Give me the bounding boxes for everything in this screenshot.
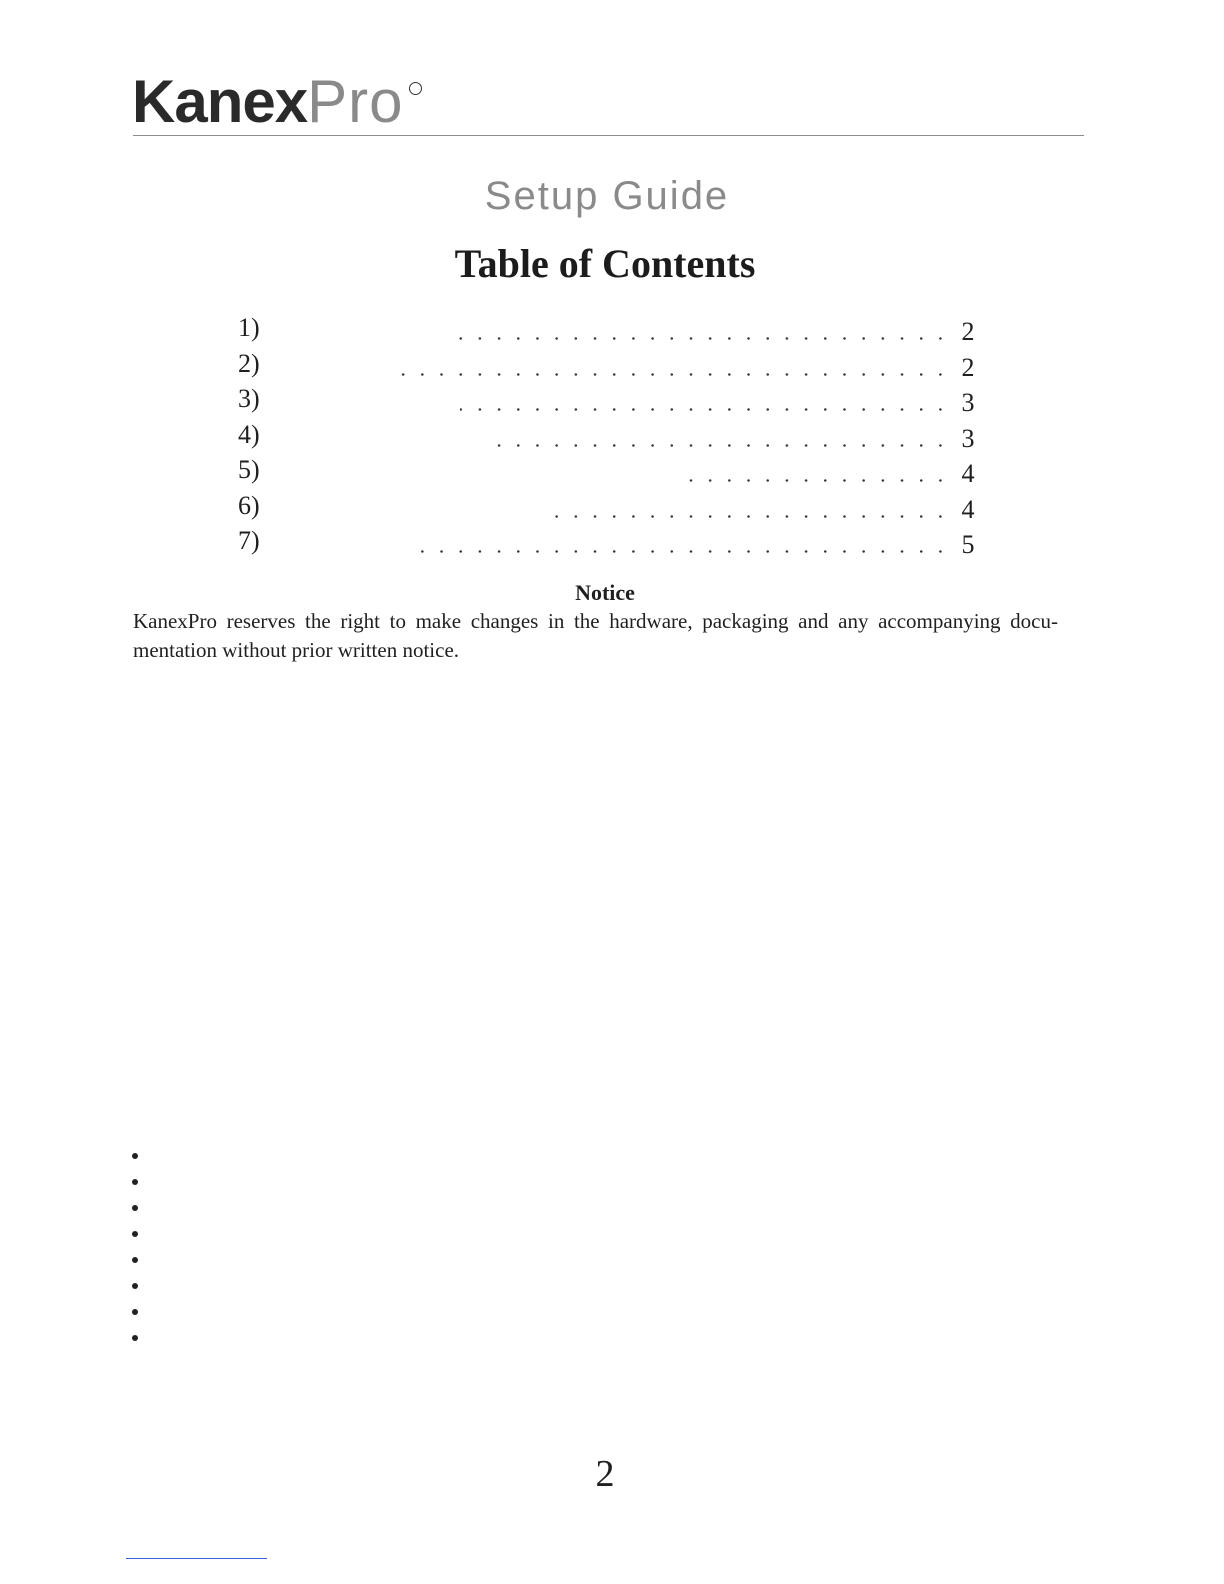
toc-entry-number: 6) (238, 490, 260, 520)
toc-entry[interactable] (238, 525, 978, 561)
bullet-dot-icon (132, 1257, 138, 1263)
table-of-contents-title: Table of Contents (454, 241, 756, 286)
bullet-dot-icon (132, 1179, 138, 1185)
toc-dot-leader (460, 383, 950, 418)
toc-entry-number: 2) (238, 348, 260, 378)
logo-kanex-text: Kanex (132, 68, 308, 135)
toc-dot-leader (497, 419, 950, 454)
bullet-dot-icon (132, 1335, 138, 1341)
bullet-dot-icon (132, 1283, 138, 1289)
bullet-dot-icon (132, 1205, 138, 1211)
toc-entry-number: 3) (238, 384, 260, 413)
toc-dot-leader (549, 490, 950, 525)
toc-entry-page: 3 (961, 388, 975, 417)
toc-entry-number: 7) (238, 526, 260, 555)
toc-entry[interactable] (238, 419, 978, 455)
logo-pro-text: Pro (307, 68, 404, 135)
toc-entry[interactable] (238, 490, 978, 526)
footnote-divider (126, 1558, 267, 1559)
setup-guide-title: Setup Guide (484, 174, 730, 218)
toc-entry-page: 4 (961, 459, 975, 488)
notice-title: Notice (575, 580, 635, 605)
toc-entry-page: 4 (961, 494, 975, 524)
toc-entry[interactable] (238, 348, 978, 384)
kanexpro-logo (132, 68, 422, 135)
toc-entry-page: 2 (961, 317, 975, 346)
header-divider (133, 135, 1084, 136)
toc-entry[interactable] (238, 454, 978, 490)
toc-dot-leader (453, 312, 950, 347)
bullet-dot-icon (132, 1231, 138, 1237)
toc-dot-leader (393, 348, 950, 383)
toc-dot-leader (689, 454, 950, 489)
toc-entry-page: 5 (961, 530, 975, 559)
toc-entry-number: 5) (238, 455, 260, 484)
toc-entry-page: 3 (961, 423, 975, 453)
notice-text: KanexPro reserves the right to make changes in the hardware, packaging and any accompanying docu-mentation without prior written notice. (133, 609, 1058, 662)
logo-circle-icon (409, 82, 422, 95)
toc-entry[interactable] (238, 312, 978, 348)
toc-entry-number: 4) (238, 419, 260, 449)
bullet-dot-icon (132, 1309, 138, 1315)
toc-entry-number: 1) (238, 313, 260, 342)
toc-entry-page: 2 (961, 352, 975, 382)
page-number: 2 (595, 1453, 615, 1495)
toc-list (238, 312, 978, 561)
toc-dot-leader (408, 525, 950, 560)
toc-entry[interactable] (238, 383, 978, 419)
bullet-dot-icon (132, 1153, 138, 1159)
